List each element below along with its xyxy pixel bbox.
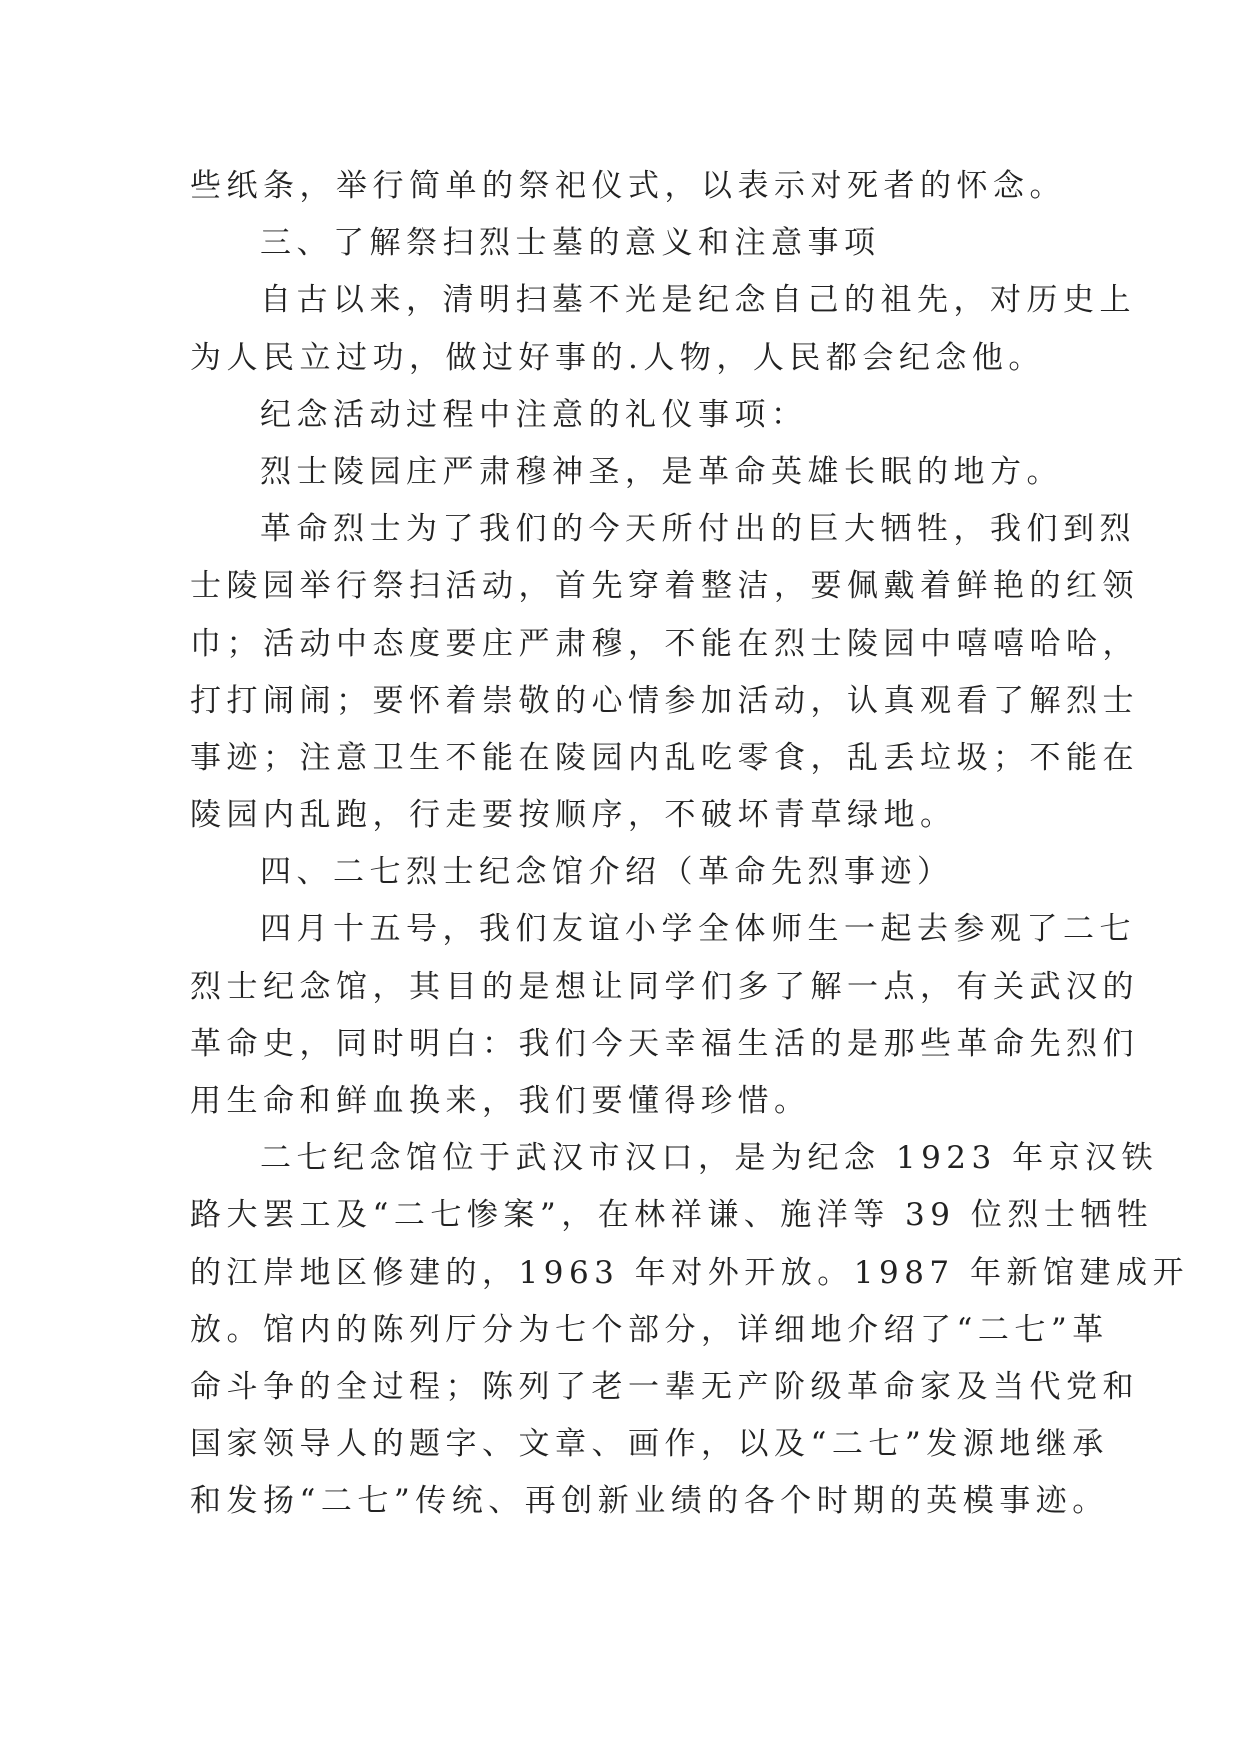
text-line: 用生命和鲜血换来，我们要懂得珍惜。 bbox=[190, 1083, 811, 1119]
text-line: 打打闹闹；要怀着崇敬的心情参加活动，认真观看了解烈士 bbox=[190, 682, 1139, 719]
text-line: 烈士陵园庄严肃穆神圣，是革命英雄长眠的地方。 bbox=[260, 453, 1063, 490]
text-line: 放。馆内的陈列厅分为七个部分，详细地介绍了“二七”革 bbox=[190, 1311, 1109, 1348]
text-line: 巾；活动中态度要庄严肃穆，不能在烈士陵园中嘻嘻哈哈， bbox=[190, 625, 1139, 662]
text-line: 自古以来，清明扫墓不光是纪念自己的祖先，对历史上 bbox=[260, 282, 1136, 319]
text-line: 路大罢工及“二七惨案”，在林祥谦、施洋等 39 位烈士牺牲 bbox=[190, 1197, 1154, 1234]
text-line: 国家领导人的题字、文章、画作，以及“二七”发源地继承 bbox=[190, 1426, 1109, 1463]
text-line: 事迹；注意卫生不能在陵园内乱吃零食，乱丢垃圾；不能在 bbox=[190, 739, 1139, 776]
text-line: 二七纪念馆位于武汉市汉口，是为纪念 1923 年京汉铁 bbox=[260, 1140, 1159, 1177]
text-line: 烈士纪念馆，其目的是想让同学们多了解一点，有关武汉的 bbox=[190, 968, 1139, 1005]
text-line: 革命烈士为了我们的今天所付出的巨大牺牲，我们到烈 bbox=[260, 511, 1136, 548]
text-line: 为人民立过功，做过好事的.人物，人民都会纪念他。 bbox=[190, 339, 1045, 376]
text-line: 些纸条，举行简单的祭祀仪式，以表示对死者的怀念。 bbox=[190, 168, 1066, 204]
text-line: 革命史，同时明白：我们今天幸福生活的是那些革命先烈们 bbox=[190, 1025, 1139, 1062]
text-line: 命斗争的全过程；陈列了老一辈无产阶级革命家及当代党和 bbox=[190, 1368, 1139, 1405]
section-heading: 四、二七烈士纪念馆介绍（革命先烈事迹） bbox=[260, 854, 954, 891]
section-heading: 三、了解祭扫烈士墓的意义和注意事项 bbox=[260, 225, 881, 262]
document-body bbox=[190, 158, 1189, 1531]
text-line: 的江岸地区修建的，1963 年对外开放。1987 年新馆建成开 bbox=[190, 1254, 1189, 1291]
text-line: 陵园内乱跑，行走要按顺序，不破坏青草绿地。 bbox=[190, 797, 957, 834]
text-line: 四月十五号，我们友谊小学全体师生一起去参观了二七 bbox=[260, 911, 1136, 948]
text-line: 和发扬“二七”传统、再创新业绩的各个时期的英模事迹。 bbox=[190, 1483, 1109, 1520]
text-line: 纪念活动过程中注意的礼仪事项： bbox=[260, 396, 808, 433]
text-line: 士陵园举行祭扫活动，首先穿着整洁，要佩戴着鲜艳的红领 bbox=[190, 568, 1139, 605]
